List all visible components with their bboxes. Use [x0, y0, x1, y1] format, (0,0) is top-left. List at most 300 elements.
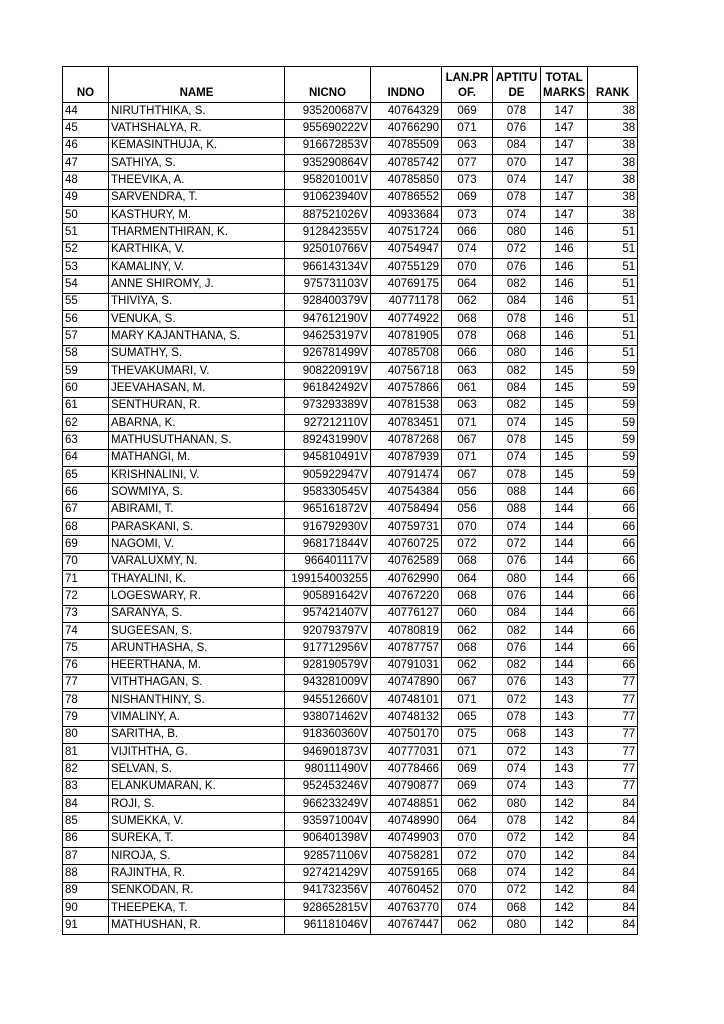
- aptitude-mark-cell: 078: [493, 432, 541, 449]
- index-number-cell: 40754947: [371, 241, 442, 258]
- table-body: [63, 103, 638, 935]
- nic-number-cell: 918360360V: [285, 726, 371, 743]
- table-row: [63, 813, 638, 830]
- row-number-cell: 50: [63, 206, 109, 223]
- rank-cell: 51: [588, 224, 638, 241]
- nic-number-cell: 925010766V: [285, 241, 371, 258]
- index-number-cell: 40758494: [371, 501, 442, 518]
- row-number-cell: 68: [63, 518, 109, 535]
- language-proficiency-mark-cell: 067: [442, 432, 493, 449]
- aptitude-mark-cell: 074: [493, 414, 541, 431]
- row-number-cell: 61: [63, 397, 109, 414]
- total-marks-cell: 142: [541, 796, 588, 813]
- rank-cell: 77: [588, 674, 638, 691]
- candidate-name-cell: KARTHIKA, V.: [109, 241, 285, 258]
- table-row: [63, 466, 638, 483]
- language-proficiency-mark-cell: 067: [442, 466, 493, 483]
- nic-number-cell: 957421407V: [285, 605, 371, 622]
- nic-number-cell: 928652815V: [285, 900, 371, 917]
- total-marks-cell: 145: [541, 466, 588, 483]
- language-proficiency-mark-cell: 063: [442, 137, 493, 154]
- total-marks-cell: 146: [541, 276, 588, 293]
- rank-cell: 59: [588, 362, 638, 379]
- row-number-cell: 49: [63, 189, 109, 206]
- index-number-cell: 40771178: [371, 293, 442, 310]
- row-number-cell: 84: [63, 796, 109, 813]
- total-marks-cell: 143: [541, 709, 588, 726]
- candidate-name-cell: ROJI, S.: [109, 796, 285, 813]
- row-number-cell: 80: [63, 726, 109, 743]
- index-number-cell: 40781905: [371, 328, 442, 345]
- language-proficiency-mark-cell: 068: [442, 588, 493, 605]
- table-row: [63, 726, 638, 743]
- index-number-cell: 40748851: [371, 796, 442, 813]
- candidate-name-cell: SOWMIYA, S.: [109, 484, 285, 501]
- nic-number-cell: 968171844V: [285, 536, 371, 553]
- candidate-name-cell: ANNE SHIROMY, J.: [109, 276, 285, 293]
- row-number-cell: 82: [63, 761, 109, 778]
- header-no: NO: [63, 67, 109, 103]
- language-proficiency-mark-cell: 068: [442, 640, 493, 657]
- candidate-name-cell: SUMATHY, S.: [109, 345, 285, 362]
- table-row: [63, 588, 638, 605]
- index-number-cell: 40756718: [371, 362, 442, 379]
- rank-cell: 84: [588, 900, 638, 917]
- rank-cell: 84: [588, 917, 638, 934]
- total-marks-cell: 146: [541, 345, 588, 362]
- index-number-cell: 40791474: [371, 466, 442, 483]
- aptitude-mark-cell: 076: [493, 120, 541, 137]
- rank-cell: 84: [588, 882, 638, 899]
- language-proficiency-mark-cell: 071: [442, 120, 493, 137]
- table-row: [63, 622, 638, 639]
- aptitude-mark-cell: 082: [493, 622, 541, 639]
- table-row: [63, 761, 638, 778]
- total-marks-cell: 147: [541, 206, 588, 223]
- candidate-name-cell: THEEVIKA, A.: [109, 172, 285, 189]
- nic-number-cell: 975731103V: [285, 276, 371, 293]
- total-marks-cell: 147: [541, 172, 588, 189]
- table-row: [63, 345, 638, 362]
- table-row: [63, 709, 638, 726]
- row-number-cell: 58: [63, 345, 109, 362]
- rank-cell: 38: [588, 137, 638, 154]
- row-number-cell: 81: [63, 744, 109, 761]
- table-row: [63, 778, 638, 795]
- rank-cell: 84: [588, 848, 638, 865]
- nic-number-cell: 927212110V: [285, 414, 371, 431]
- index-number-cell: 40747890: [371, 674, 442, 691]
- index-number-cell: 40748132: [371, 709, 442, 726]
- aptitude-mark-cell: 082: [493, 397, 541, 414]
- rank-cell: 59: [588, 414, 638, 431]
- table-row: [63, 328, 638, 345]
- candidate-name-cell: VIJITHTHA, G.: [109, 744, 285, 761]
- candidate-name-cell: THIVIYA, S.: [109, 293, 285, 310]
- language-proficiency-mark-cell: 062: [442, 657, 493, 674]
- candidate-name-cell: VITHTHAGAN, S.: [109, 674, 285, 691]
- aptitude-mark-cell: 070: [493, 848, 541, 865]
- candidate-name-cell: KAMALINY, V.: [109, 258, 285, 275]
- index-number-cell: 40762589: [371, 553, 442, 570]
- total-marks-cell: 145: [541, 397, 588, 414]
- aptitude-mark-cell: 084: [493, 137, 541, 154]
- aptitude-mark-cell: 084: [493, 380, 541, 397]
- header-lan-line1: LAN.PR: [445, 72, 489, 84]
- language-proficiency-mark-cell: 056: [442, 484, 493, 501]
- language-proficiency-mark-cell: 075: [442, 726, 493, 743]
- total-marks-cell: 142: [541, 813, 588, 830]
- language-proficiency-mark-cell: 070: [442, 830, 493, 847]
- row-number-cell: 63: [63, 432, 109, 449]
- rank-cell: 38: [588, 206, 638, 223]
- nic-number-cell: 935200687V: [285, 103, 371, 120]
- candidate-name-cell: KEMASINTHUJA, K.: [109, 137, 285, 154]
- row-number-cell: 48: [63, 172, 109, 189]
- table-row: [63, 518, 638, 535]
- aptitude-mark-cell: 078: [493, 813, 541, 830]
- language-proficiency-mark-cell: 061: [442, 380, 493, 397]
- header-name: NAME: [109, 67, 285, 103]
- nic-number-cell: 905891642V: [285, 588, 371, 605]
- rank-cell: 66: [588, 570, 638, 587]
- row-number-cell: 56: [63, 310, 109, 327]
- header-total-line2: MARKS: [543, 87, 586, 99]
- index-number-cell: 40764329: [371, 103, 442, 120]
- aptitude-mark-cell: 080: [493, 917, 541, 934]
- table-row: [63, 900, 638, 917]
- index-number-cell: 40780819: [371, 622, 442, 639]
- candidate-name-cell: NAGOMI, V.: [109, 536, 285, 553]
- row-number-cell: 88: [63, 865, 109, 882]
- aptitude-mark-cell: 072: [493, 830, 541, 847]
- total-marks-cell: 146: [541, 293, 588, 310]
- rank-cell: 77: [588, 761, 638, 778]
- total-marks-cell: 144: [541, 536, 588, 553]
- rank-cell: 51: [588, 345, 638, 362]
- index-number-cell: 40759731: [371, 518, 442, 535]
- candidate-name-cell: THEVAKUMARI, V.: [109, 362, 285, 379]
- row-number-cell: 62: [63, 414, 109, 431]
- rank-cell: 59: [588, 466, 638, 483]
- rank-cell: 77: [588, 709, 638, 726]
- candidate-name-cell: SUGEESAN, S.: [109, 622, 285, 639]
- candidate-name-cell: MATHUSHAN, R.: [109, 917, 285, 934]
- table-row: [63, 137, 638, 154]
- language-proficiency-mark-cell: 060: [442, 605, 493, 622]
- header-total-marks: [541, 67, 588, 103]
- total-marks-cell: 143: [541, 726, 588, 743]
- row-number-cell: 78: [63, 692, 109, 709]
- row-number-cell: 77: [63, 674, 109, 691]
- row-number-cell: 86: [63, 830, 109, 847]
- candidate-name-cell: SENKODAN, R.: [109, 882, 285, 899]
- rank-cell: 66: [588, 518, 638, 535]
- table-row: [63, 830, 638, 847]
- index-number-cell: 40760452: [371, 882, 442, 899]
- rank-cell: 59: [588, 432, 638, 449]
- row-number-cell: 75: [63, 640, 109, 657]
- candidate-name-cell: MATHANGI, M.: [109, 449, 285, 466]
- total-marks-cell: 144: [541, 588, 588, 605]
- aptitude-mark-cell: 068: [493, 328, 541, 345]
- candidate-name-cell: SUREKA, T.: [109, 830, 285, 847]
- rank-cell: 66: [588, 640, 638, 657]
- total-marks-cell: 143: [541, 778, 588, 795]
- index-number-cell: 40778466: [371, 761, 442, 778]
- row-number-cell: 76: [63, 657, 109, 674]
- language-proficiency-mark-cell: 071: [442, 692, 493, 709]
- language-proficiency-mark-cell: 071: [442, 744, 493, 761]
- header-aptitude: [493, 67, 541, 103]
- index-number-cell: 40750170: [371, 726, 442, 743]
- index-number-cell: 40754384: [371, 484, 442, 501]
- table-row: [63, 865, 638, 882]
- table-row: [63, 640, 638, 657]
- total-marks-cell: 144: [541, 657, 588, 674]
- index-number-cell: 40786552: [371, 189, 442, 206]
- language-proficiency-mark-cell: 069: [442, 778, 493, 795]
- candidate-name-cell: NIROJA, S.: [109, 848, 285, 865]
- aptitude-mark-cell: 072: [493, 882, 541, 899]
- nic-number-cell: 912842355V: [285, 224, 371, 241]
- row-number-cell: 83: [63, 778, 109, 795]
- nic-number-cell: 961842492V: [285, 380, 371, 397]
- candidate-name-cell: VARALUXMY, N.: [109, 553, 285, 570]
- rank-cell: 59: [588, 397, 638, 414]
- aptitude-mark-cell: 070: [493, 154, 541, 171]
- nic-number-cell: 946253197V: [285, 328, 371, 345]
- header-apt-line2: DE: [508, 87, 525, 99]
- total-marks-cell: 143: [541, 744, 588, 761]
- nic-number-cell: 935971004V: [285, 813, 371, 830]
- language-proficiency-mark-cell: 069: [442, 189, 493, 206]
- aptitude-mark-cell: 088: [493, 501, 541, 518]
- aptitude-mark-cell: 074: [493, 172, 541, 189]
- candidate-name-cell: MARY KAJANTHANA, S.: [109, 328, 285, 345]
- aptitude-mark-cell: 078: [493, 189, 541, 206]
- rank-cell: 66: [588, 657, 638, 674]
- total-marks-cell: 142: [541, 900, 588, 917]
- table-row: [63, 692, 638, 709]
- table-row: [63, 241, 638, 258]
- candidate-name-cell: SARITHA, B.: [109, 726, 285, 743]
- rank-cell: 66: [588, 484, 638, 501]
- nic-number-cell: 926781499V: [285, 345, 371, 362]
- table-row: [63, 501, 638, 518]
- language-proficiency-mark-cell: 068: [442, 865, 493, 882]
- candidate-name-cell: MATHUSUTHANAN, S.: [109, 432, 285, 449]
- row-number-cell: 73: [63, 605, 109, 622]
- table-row: [63, 362, 638, 379]
- nic-number-cell: 935290864V: [285, 154, 371, 171]
- results-table: [62, 66, 638, 935]
- candidate-name-cell: THEEPEKA, T.: [109, 900, 285, 917]
- language-proficiency-mark-cell: 070: [442, 882, 493, 899]
- language-proficiency-mark-cell: 070: [442, 258, 493, 275]
- nic-number-cell: 958201001V: [285, 172, 371, 189]
- nic-number-cell: 916792930V: [285, 518, 371, 535]
- index-number-cell: 40763770: [371, 900, 442, 917]
- nic-number-cell: 892431990V: [285, 432, 371, 449]
- language-proficiency-mark-cell: 066: [442, 224, 493, 241]
- aptitude-mark-cell: 080: [493, 224, 541, 241]
- nic-number-cell: 958330545V: [285, 484, 371, 501]
- total-marks-cell: 142: [541, 848, 588, 865]
- header-language-proficiency: [442, 67, 493, 103]
- nic-number-cell: 945512660V: [285, 692, 371, 709]
- table-row: [63, 397, 638, 414]
- index-number-cell: 40785742: [371, 154, 442, 171]
- total-marks-cell: 144: [541, 640, 588, 657]
- row-number-cell: 47: [63, 154, 109, 171]
- language-proficiency-mark-cell: 071: [442, 449, 493, 466]
- candidate-name-cell: VATHSHALYA, R.: [109, 120, 285, 137]
- table-row: [63, 744, 638, 761]
- rank-cell: 51: [588, 328, 638, 345]
- total-marks-cell: 147: [541, 154, 588, 171]
- total-marks-cell: 147: [541, 103, 588, 120]
- nic-number-cell: 966233249V: [285, 796, 371, 813]
- language-proficiency-mark-cell: 068: [442, 553, 493, 570]
- language-proficiency-mark-cell: 077: [442, 154, 493, 171]
- table-row: [63, 258, 638, 275]
- header-lan-line2: OF.: [458, 87, 476, 99]
- row-number-cell: 46: [63, 137, 109, 154]
- rank-cell: 59: [588, 380, 638, 397]
- nic-number-cell: 928571106V: [285, 848, 371, 865]
- index-number-cell: 40762990: [371, 570, 442, 587]
- total-marks-cell: 145: [541, 380, 588, 397]
- total-marks-cell: 147: [541, 137, 588, 154]
- aptitude-mark-cell: 074: [493, 865, 541, 882]
- index-number-cell: 40787268: [371, 432, 442, 449]
- total-marks-cell: 142: [541, 917, 588, 934]
- nic-number-cell: 938071462V: [285, 709, 371, 726]
- index-number-cell: 40776127: [371, 605, 442, 622]
- row-number-cell: 70: [63, 553, 109, 570]
- nic-number-cell: 955690222V: [285, 120, 371, 137]
- index-number-cell: 40751724: [371, 224, 442, 241]
- candidate-name-cell: SUMEKKA, V.: [109, 813, 285, 830]
- rank-cell: 84: [588, 830, 638, 847]
- index-number-cell: 40767220: [371, 588, 442, 605]
- total-marks-cell: 142: [541, 865, 588, 882]
- row-number-cell: 69: [63, 536, 109, 553]
- row-number-cell: 54: [63, 276, 109, 293]
- table-row: [63, 917, 638, 934]
- total-marks-cell: 145: [541, 449, 588, 466]
- table-row: [63, 449, 638, 466]
- candidate-name-cell: SARVENDRA, T.: [109, 189, 285, 206]
- total-marks-cell: 142: [541, 830, 588, 847]
- aptitude-mark-cell: 078: [493, 310, 541, 327]
- total-marks-cell: 142: [541, 882, 588, 899]
- row-number-cell: 55: [63, 293, 109, 310]
- aptitude-mark-cell: 074: [493, 449, 541, 466]
- table-row: [63, 414, 638, 431]
- language-proficiency-mark-cell: 062: [442, 796, 493, 813]
- aptitude-mark-cell: 082: [493, 362, 541, 379]
- table-row: [63, 224, 638, 241]
- row-number-cell: 90: [63, 900, 109, 917]
- rank-cell: 51: [588, 276, 638, 293]
- table-row: [63, 206, 638, 223]
- total-marks-cell: 147: [541, 120, 588, 137]
- table-row: [63, 657, 638, 674]
- nic-number-cell: 917712956V: [285, 640, 371, 657]
- candidate-name-cell: NISHANTHINY, S.: [109, 692, 285, 709]
- language-proficiency-mark-cell: 073: [442, 206, 493, 223]
- table-row: [63, 276, 638, 293]
- language-proficiency-mark-cell: 069: [442, 103, 493, 120]
- total-marks-cell: 145: [541, 432, 588, 449]
- row-number-cell: 44: [63, 103, 109, 120]
- total-marks-cell: 144: [541, 518, 588, 535]
- language-proficiency-mark-cell: 067: [442, 674, 493, 691]
- rank-cell: 66: [588, 605, 638, 622]
- aptitude-mark-cell: 074: [493, 778, 541, 795]
- index-number-cell: 40755129: [371, 258, 442, 275]
- row-number-cell: 65: [63, 466, 109, 483]
- aptitude-mark-cell: 076: [493, 553, 541, 570]
- table-row: [63, 103, 638, 120]
- nic-number-cell: 973293389V: [285, 397, 371, 414]
- header-row: [63, 67, 638, 103]
- total-marks-cell: 145: [541, 414, 588, 431]
- index-number-cell: 40766290: [371, 120, 442, 137]
- index-number-cell: 40748990: [371, 813, 442, 830]
- table-row: [63, 189, 638, 206]
- row-number-cell: 59: [63, 362, 109, 379]
- language-proficiency-mark-cell: 064: [442, 813, 493, 830]
- aptitude-mark-cell: 068: [493, 726, 541, 743]
- nic-number-cell: 965161872V: [285, 501, 371, 518]
- index-number-cell: 40783451: [371, 414, 442, 431]
- language-proficiency-mark-cell: 072: [442, 848, 493, 865]
- row-number-cell: 87: [63, 848, 109, 865]
- language-proficiency-mark-cell: 063: [442, 362, 493, 379]
- nic-number-cell: 928400379V: [285, 293, 371, 310]
- total-marks-cell: 144: [541, 622, 588, 639]
- language-proficiency-mark-cell: 074: [442, 241, 493, 258]
- language-proficiency-mark-cell: 063: [442, 397, 493, 414]
- candidate-name-cell: SENTHURAN, R.: [109, 397, 285, 414]
- nic-number-cell: 905922947V: [285, 466, 371, 483]
- aptitude-mark-cell: 078: [493, 103, 541, 120]
- candidate-name-cell: THARMENTHIRAN, K.: [109, 224, 285, 241]
- rank-cell: 66: [588, 622, 638, 639]
- nic-number-cell: 199154003255: [285, 570, 371, 587]
- nic-number-cell: 910623940V: [285, 189, 371, 206]
- total-marks-cell: 146: [541, 310, 588, 327]
- header-rank: RANK: [588, 67, 638, 103]
- aptitude-mark-cell: 074: [493, 518, 541, 535]
- candidate-name-cell: HEERTHANA, M.: [109, 657, 285, 674]
- rank-cell: 38: [588, 103, 638, 120]
- language-proficiency-mark-cell: 065: [442, 709, 493, 726]
- aptitude-mark-cell: 084: [493, 605, 541, 622]
- aptitude-mark-cell: 080: [493, 570, 541, 587]
- aptitude-mark-cell: 076: [493, 674, 541, 691]
- rank-cell: 51: [588, 293, 638, 310]
- index-number-cell: 40785708: [371, 345, 442, 362]
- language-proficiency-mark-cell: 073: [442, 172, 493, 189]
- total-marks-cell: 146: [541, 241, 588, 258]
- total-marks-cell: 144: [541, 501, 588, 518]
- rank-cell: 66: [588, 536, 638, 553]
- total-marks-cell: 146: [541, 224, 588, 241]
